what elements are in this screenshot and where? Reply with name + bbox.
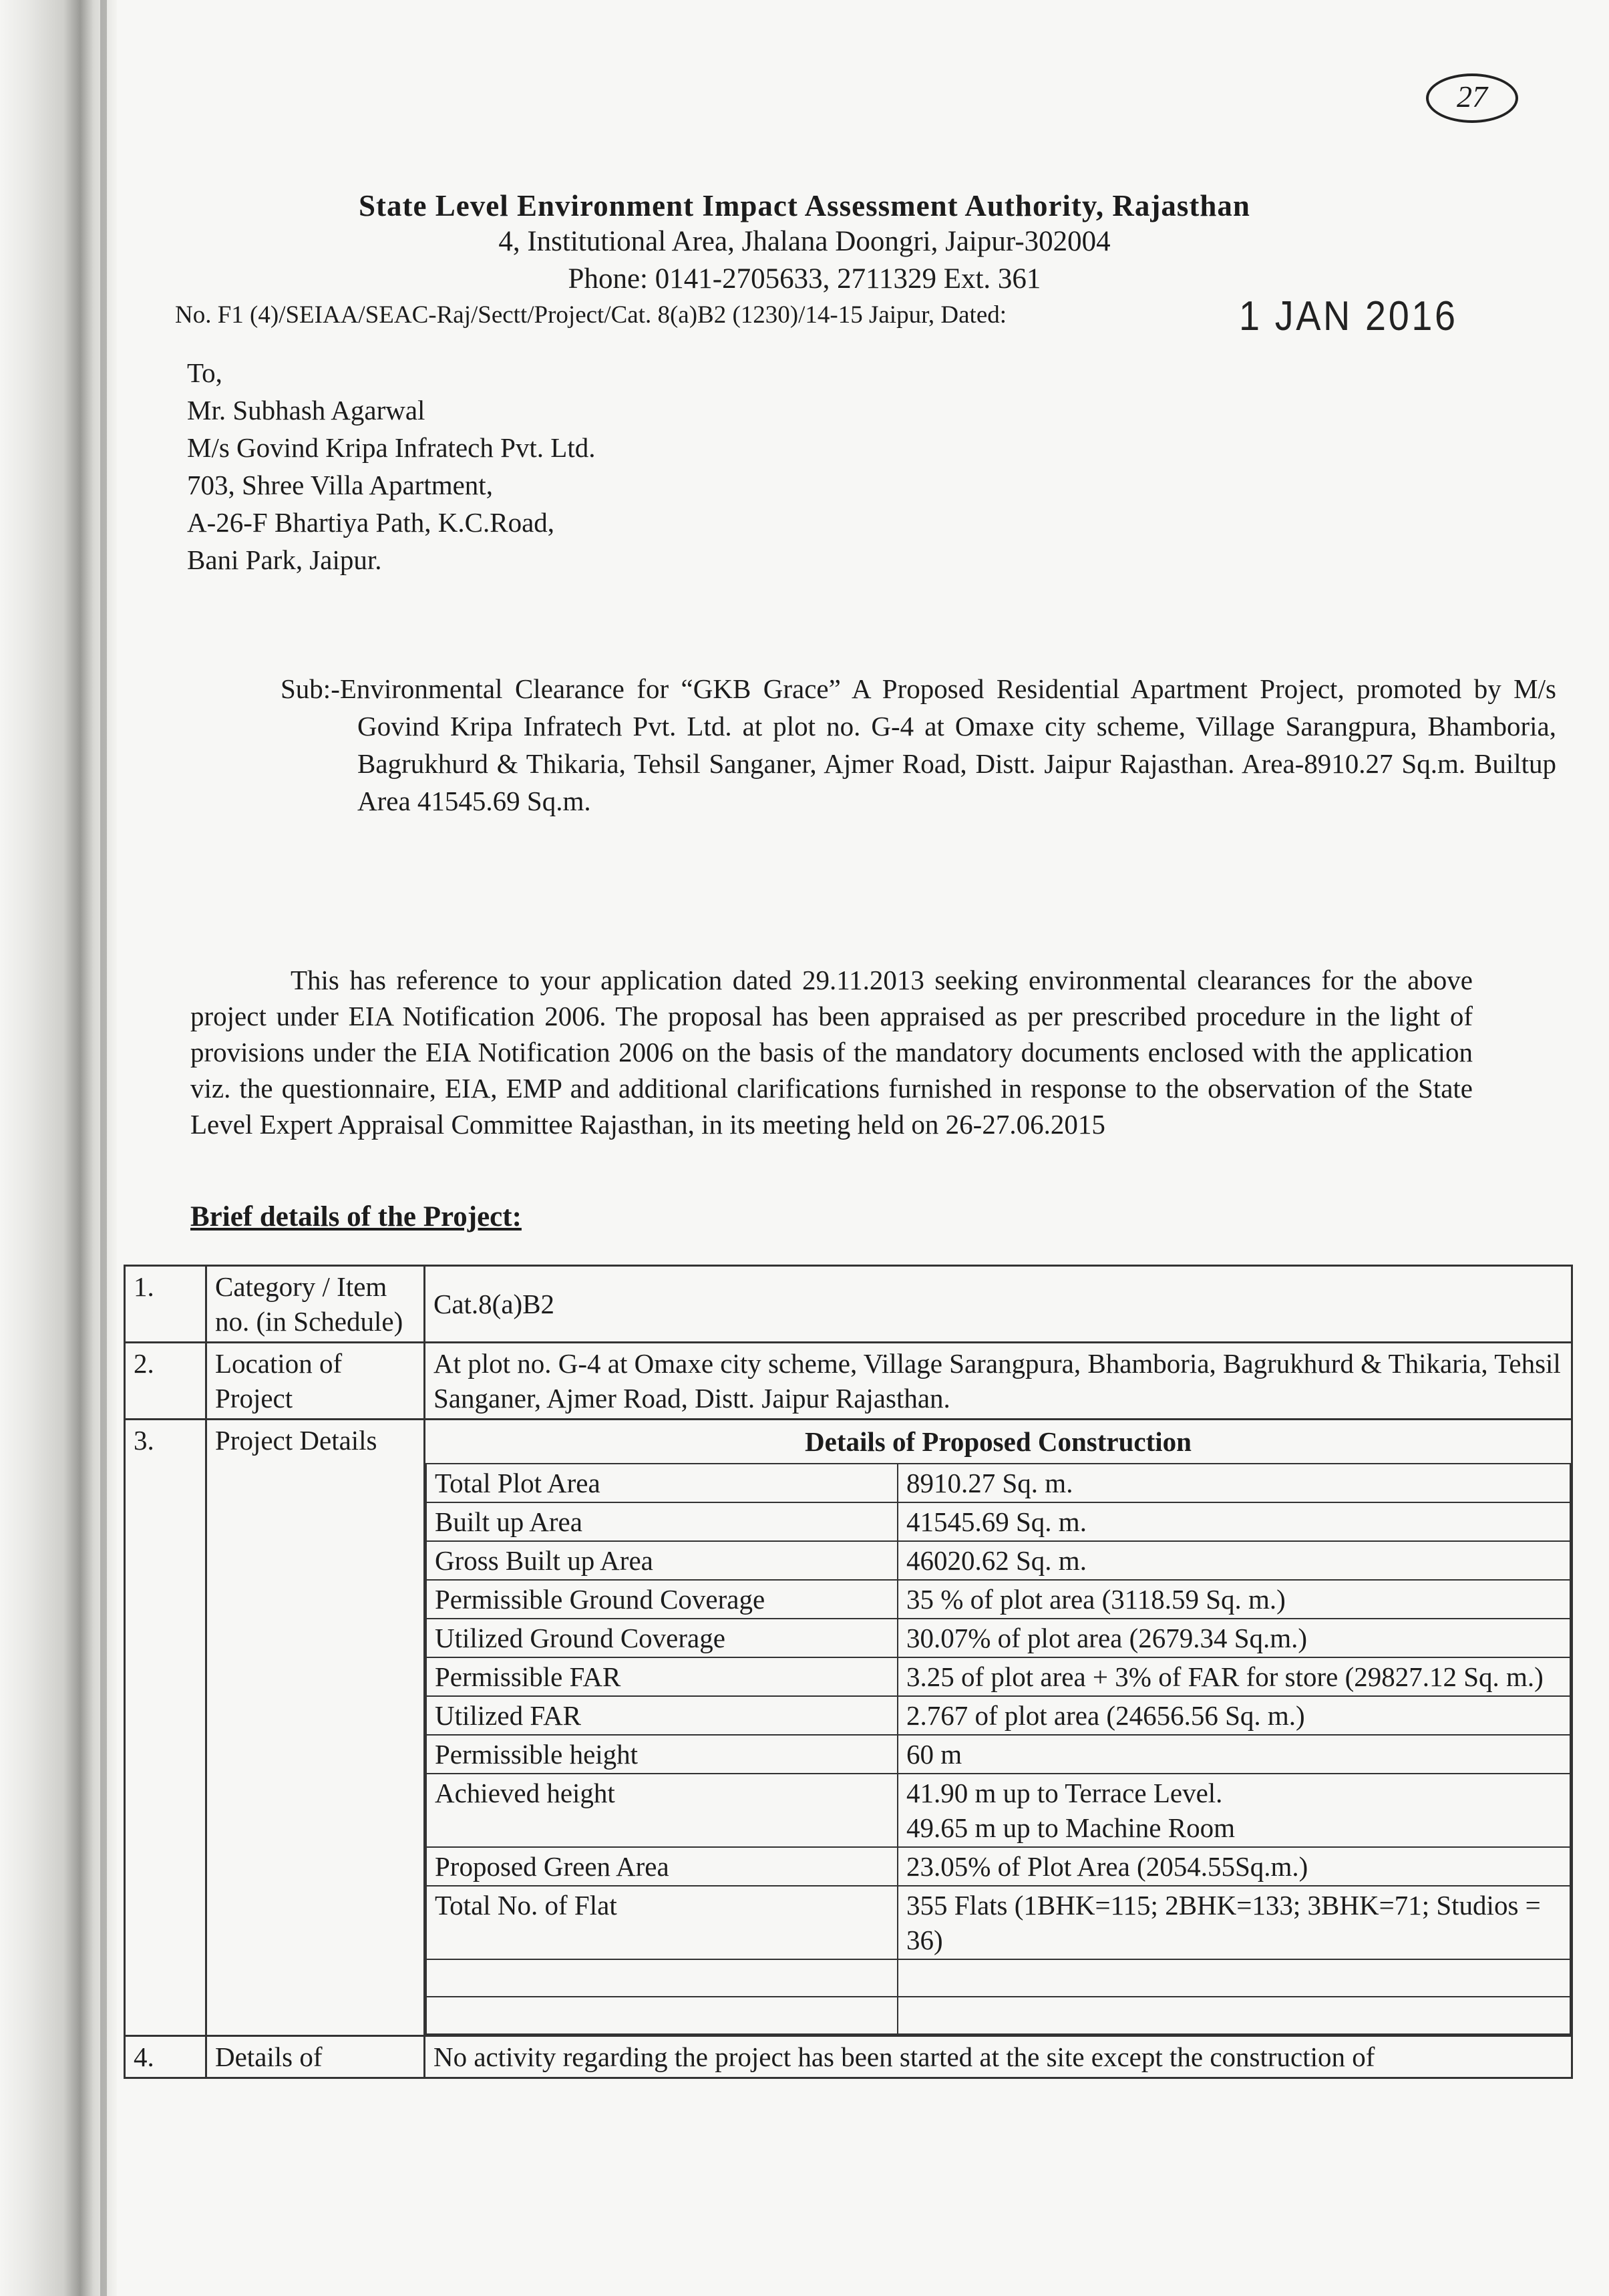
detail-value: 3.25 of plot area + 3% of FAR for store (29827.12 Sq. m.) bbox=[898, 1657, 1570, 1696]
body-paragraph: This has reference to your application dated 29.11.2013 seeking environmental clearances for the above project under EIA Notification 2006. The proposal has been appraised as per prescribed procedure in the light of provisions under the EIA Notification 2006 on the basis of the mandatory documents enclosed with the application viz. the questionnaire, EIA, EMP and additional clarifications furnished in response to the observation of the State Level Expert Appraisal Committee Rajasthan, in its meeting held on 26-27.06.2015 bbox=[190, 965, 1473, 1140]
construction-title: Details of Proposed Construction bbox=[805, 1426, 1192, 1457]
addressee-block bbox=[187, 354, 595, 579]
table-row bbox=[125, 1266, 1572, 1343]
addressee-line: To, bbox=[187, 357, 222, 388]
table-row bbox=[426, 1696, 1570, 1735]
table-row bbox=[125, 1343, 1572, 1420]
detail-value: 355 Flats (1BHK=115; 2BHK=133; 3BHK=71; Studios = 36) bbox=[898, 1886, 1570, 1959]
detail-label: Utilized FAR bbox=[426, 1696, 898, 1735]
row-label: Location of Project bbox=[206, 1343, 425, 1420]
addressee-line: A-26-F Bhartiya Path, K.C.Road, bbox=[187, 507, 555, 538]
detail-label: Utilized Ground Coverage bbox=[426, 1619, 898, 1657]
scanner-edge-line bbox=[100, 0, 107, 2296]
detail-label: Built up Area bbox=[426, 1502, 898, 1541]
row-value: At plot no. G-4 at Omaxe city scheme, Village Sarangpura, Bhamboria, Bagrukhurd & Thikaria, Tehsil Sanganer, Ajmer Road, Distt. Jaipur Rajasthan. bbox=[425, 1343, 1572, 1420]
row-number: 3. bbox=[125, 1420, 206, 2036]
detail-value: 2.767 of plot area (24656.56 Sq. m.) bbox=[898, 1696, 1570, 1735]
project-details-table bbox=[124, 1265, 1573, 2079]
org-address: 4, Institutional Area, Jhalana Doongri, Jaipur-302004 bbox=[498, 226, 1111, 257]
org-title: State Level Environment Impact Assessment Authority, Rajasthan bbox=[359, 189, 1250, 222]
detail-value: 8910.27 Sq. m. bbox=[898, 1464, 1570, 1502]
table-row bbox=[426, 1735, 1570, 1774]
detail-label: Total No. of Flat bbox=[426, 1886, 898, 1959]
detail-label: Gross Built up Area bbox=[426, 1541, 898, 1580]
addressee-line: Mr. Subhash Agarwal bbox=[187, 395, 425, 426]
addressee-line: M/s Govind Kripa Infratech Pvt. Ltd. bbox=[187, 432, 596, 463]
detail-value-line: 49.65 m up to Machine Room bbox=[906, 1812, 1235, 1843]
page-number-circle: 27 bbox=[1426, 73, 1518, 123]
row-number: 4. bbox=[125, 2036, 206, 2078]
table-row bbox=[426, 1502, 1570, 1541]
row-value: No activity regarding the project has been started at the site except the construction of bbox=[425, 2036, 1572, 2078]
addressee-line: 703, Shree Villa Apartment, bbox=[187, 470, 493, 500]
brief-details-heading: Brief details of the Project: bbox=[190, 1201, 522, 1233]
table-row bbox=[426, 1580, 1570, 1619]
subject: Sub:-Environmental Clearance for “GKB Grace” A Proposed Residential Apartment Project, promoted by M/s Govind Kripa Infratech Pvt. Ltd. at plot no. G-4 at Omaxe city scheme, Village Sarangpura, Bhamboria, Bagrukhurd & Thikaria, Tehsil Sanganer, Ajmer Road, Distt. Jaipur Rajasthan. Area-8910.27 Sq.m. Builtup Area 41545.69 Sq.m. bbox=[281, 673, 1556, 816]
table-row bbox=[426, 1657, 1570, 1696]
row-number: 1. bbox=[125, 1266, 206, 1343]
table-row bbox=[426, 1464, 1570, 1502]
table-row bbox=[125, 1420, 1572, 2036]
addressee-line: Bani Park, Jaipur. bbox=[187, 544, 382, 575]
reference-number: No. F1 (4)/SEIAA/SEAC-Raj/Sectt/Project/Cat. 8(a)B2 (1230)/14-15 Jaipur, Dated: bbox=[175, 301, 1007, 329]
detail-value: 35 % of plot area (3118.59 Sq. m.) bbox=[898, 1580, 1570, 1619]
table-row-empty bbox=[426, 1959, 1570, 1997]
table-row-empty bbox=[426, 1997, 1570, 2034]
row-label: Category / Item no. (in Schedule) bbox=[206, 1266, 425, 1343]
detail-value: 23.05% of Plot Area (2054.55Sq.m.) bbox=[898, 1847, 1570, 1886]
detail-label: Permissible Ground Coverage bbox=[426, 1580, 898, 1619]
table-row bbox=[426, 1774, 1570, 1847]
detail-label: Permissible height bbox=[426, 1735, 898, 1774]
row-number: 2. bbox=[125, 1343, 206, 1420]
org-phone: Phone: 0141-2705633, 2711329 Ext. 361 bbox=[568, 263, 1041, 295]
detail-value: 30.07% of plot area (2679.34 Sq.m.) bbox=[898, 1619, 1570, 1657]
detail-value-line: 41.90 m up to Terrace Level. bbox=[906, 1778, 1223, 1808]
detail-value: 60 m bbox=[898, 1735, 1570, 1774]
table-row bbox=[426, 1619, 1570, 1657]
table-row bbox=[426, 1847, 1570, 1886]
construction-details bbox=[425, 1420, 1572, 2036]
table-row bbox=[125, 2036, 1572, 2078]
detail-label: Total Plot Area bbox=[426, 1464, 898, 1502]
row-label: Project Details bbox=[206, 1420, 425, 2036]
detail-value bbox=[898, 1774, 1570, 1847]
date-stamp: 1 JAN 2016 bbox=[1239, 293, 1458, 339]
detail-label: Permissible FAR bbox=[426, 1657, 898, 1696]
construction-table bbox=[425, 1463, 1571, 2035]
row-value: Cat.8(a)B2 bbox=[425, 1266, 1572, 1343]
table-row bbox=[426, 1541, 1570, 1580]
detail-value: 41545.69 Sq. m. bbox=[898, 1502, 1570, 1541]
detail-value: 46020.62 Sq. m. bbox=[898, 1541, 1570, 1580]
scanner-edge bbox=[0, 0, 117, 2296]
table-row bbox=[426, 1886, 1570, 1959]
detail-label: Proposed Green Area bbox=[426, 1847, 898, 1886]
detail-label: Achieved height bbox=[426, 1774, 898, 1847]
row-label: Details of bbox=[206, 2036, 425, 2078]
